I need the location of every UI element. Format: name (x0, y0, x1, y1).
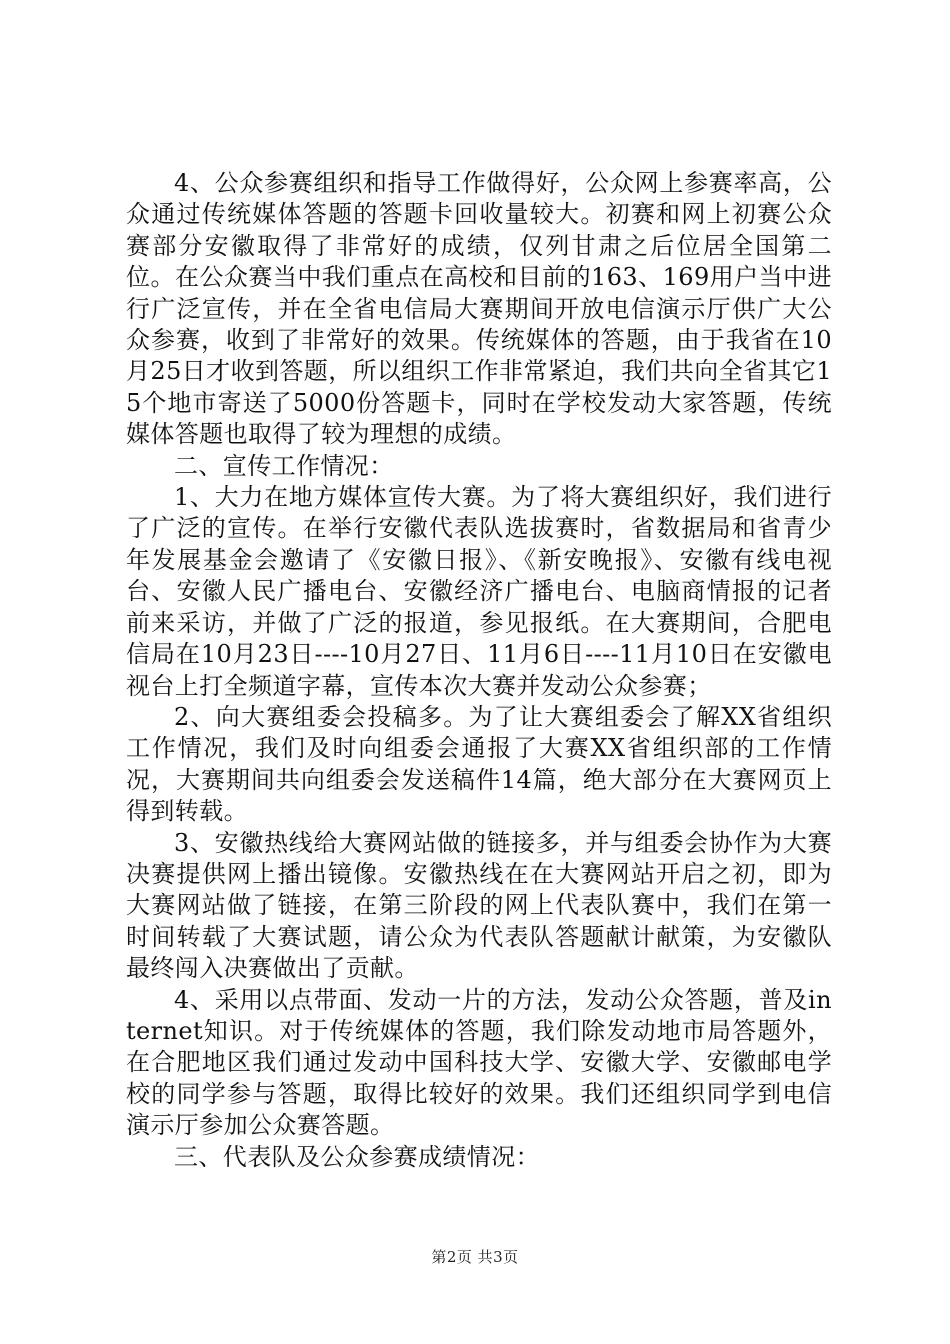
document-body (126, 168, 832, 1173)
paragraph-anhui-hotline: 3、安徽热线给大赛网站做的链接多，并与组委会协作为大赛决赛提供网上播出镜像。安徽热线在在大赛网站开启之初，即为大赛网站做了链接，在第三阶段的网上代表队赛中，我们在第一时间转载了大赛试题，请公众为代表队答题献计献策，为安徽队最终闯入决赛做出了贡献。 (126, 828, 832, 983)
paragraph-public-participation: 4、公众参赛组织和指导工作做得好，公众网上参赛率高，公众通过传统媒体答题的答题卡回收量较大。初赛和网上初赛公众赛部分安徽取得了非常好的成绩，仅列甘肃之后位居全国第二位。在公众赛当中我们重点在高校和目前的163、169用户当中进行广泛宣传，并在全省电信局大赛期间开放电信演示厅供广大公众参赛，收到了非常好的效果。传统媒体的答题，由于我省在10月25日才收到答题，所以组织工作非常紧迫，我们共向全省其它15个地市寄送了5000份答题卡，同时在学校发动大家答题，传统媒体答题也取得了较为理想的成绩。 (126, 169, 832, 449)
page-number-footer: 第2页 共3页 (431, 1248, 519, 1266)
section-heading-results: 三、代表队及公众参赛成绩情况： (174, 1142, 540, 1171)
paragraph-outreach-method: 4、采用以点带面、发动一片的方法，发动公众答题，普及internet知识。对于传统媒体的答题，我们除发动地市局答题外，在合肥地区我们通过发动中国科技大学、安徽大学、安徽邮电学校的同学参与答题，取得比较好的效果。我们还组织同学到电信演示厅参加公众赛答题。 (126, 985, 832, 1140)
paragraph-local-media: 1、大力在地方媒体宣传大赛。为了将大赛组织好，我们进行了广泛的宣传。在举行安徽代表队选拔赛时，省数据局和省青少年发展基金会邀请了《安徽日报》、《新安晚报》、安徽有线电视台、安徽人民广播电台、安徽经济广播电台、电脑商情报的记者前来采访，并做了广泛的报道，参见报纸。在大赛期间，合肥电信局在10月23日----10月27日、11月6日----11月10日在安徽电视台上打全频道字幕，宣传本次大赛并发动公众参赛； (126, 483, 832, 700)
paragraph-submissions: 2、向大赛组委会投稿多。为了让大赛组委会了解XX省组织工作情况，我们及时向组委会通报了大赛XX省组织部的工作情况，大赛期间共向组委会发送稿件14篇，绝大部分在大赛网页上得到转载。 (126, 702, 832, 826)
section-heading-publicity: 二、宣传工作情况： (174, 451, 394, 480)
